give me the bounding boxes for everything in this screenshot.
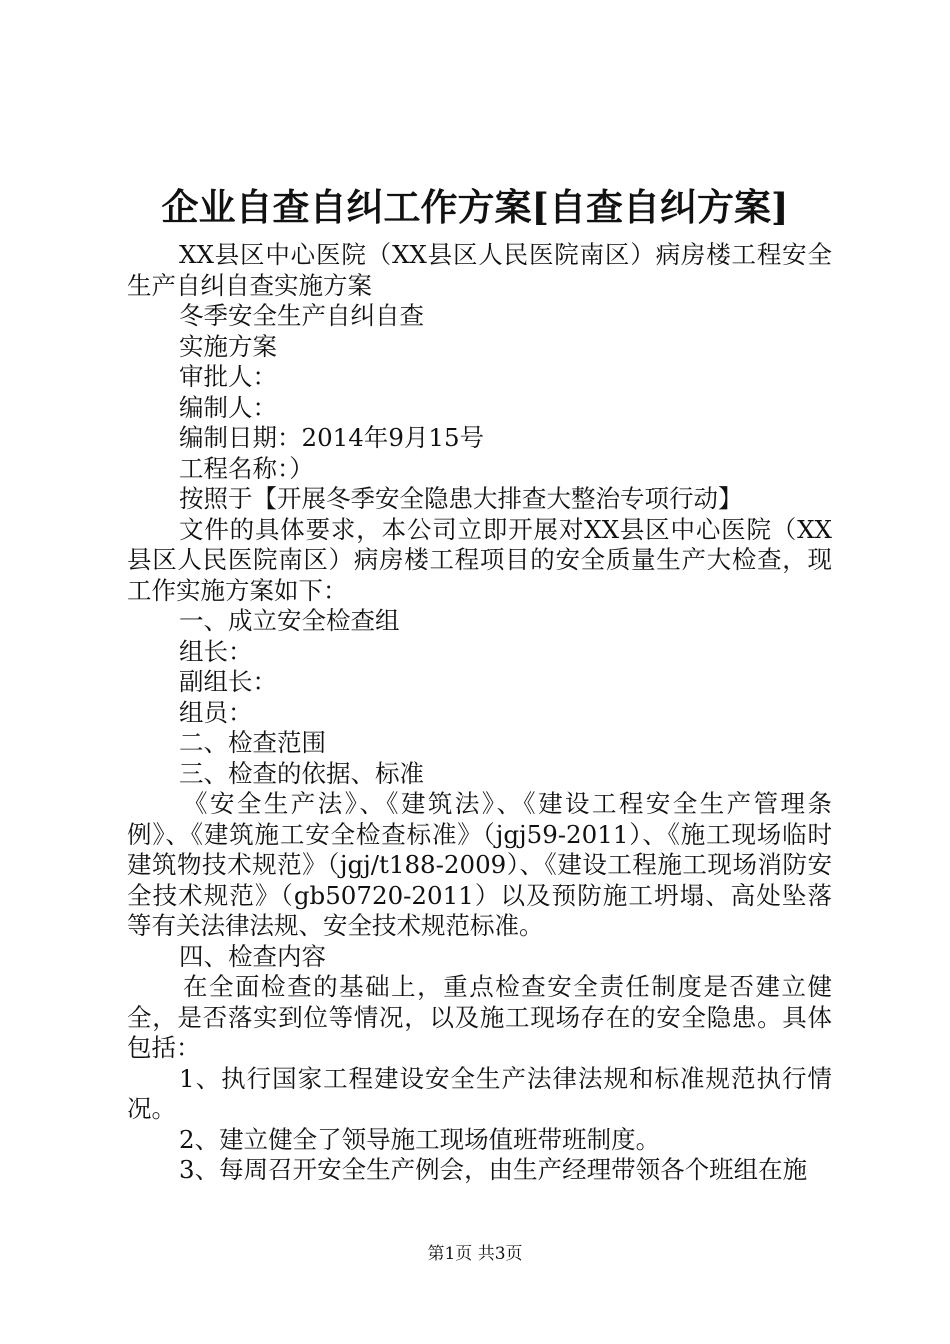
paragraph-inspection-content: 在全面检查的基础上，重点检查安全责任制度是否建立健全，是否落实到位等情况，以及施工现场存在的安全隐患。具体包括： bbox=[127, 972, 832, 1062]
list-item-3: 3、每周召开安全生产例会，由生产经理带领各个班组在施 bbox=[179, 1155, 808, 1184]
paragraph-date: 编制日期：2014年9月15号 bbox=[179, 423, 485, 452]
paragraph-intro: XX县区中心医院（XX县区人民医院南区）病房楼工程安全生产自纠自查实施方案 bbox=[127, 240, 832, 300]
document-title: 企业自查自纠工作方案[自查自纠方案] bbox=[161, 185, 789, 229]
paragraph-according: 按照于【开展冬季安全隐患大排查大整治专项行动】 bbox=[179, 484, 743, 513]
section-heading-3: 三、检查的依据、标准 bbox=[179, 758, 424, 788]
document-body bbox=[127, 240, 832, 1186]
paragraph-project-name: 工程名称：） bbox=[179, 453, 314, 483]
paragraph-deputy-leader: 副组长： bbox=[179, 667, 277, 696]
page-footer: 第1页 共3页 bbox=[427, 1244, 523, 1264]
paragraph-plan-label: 实施方案 bbox=[179, 331, 277, 361]
section-heading-4: 四、检查内容 bbox=[179, 941, 326, 971]
paragraph-editor: 编制人： bbox=[179, 392, 277, 422]
paragraph-requirements: 文件的具体要求，本公司立即开展对XX县区中心医院（XX县区人民医院南区）病房楼工程项目的安全质量生产大检查，现工作实施方案如下： bbox=[127, 514, 832, 605]
paragraph-subtitle: 冬季安全生产自纠自查 bbox=[179, 301, 424, 330]
section-heading-2: 二、检查范围 bbox=[179, 728, 326, 757]
paragraph-members: 组员： bbox=[179, 697, 253, 727]
paragraph-approver: 审批人： bbox=[179, 362, 277, 391]
section-heading-1: 一、成立安全检查组 bbox=[179, 606, 400, 635]
paragraph-leader: 组长： bbox=[179, 636, 253, 666]
list-item-2: 2、建立健全了领导施工现场值班带班制度。 bbox=[179, 1124, 661, 1154]
list-item-1: 1、执行国家工程建设安全生产法律法规和标准规范执行情况。 bbox=[127, 1063, 832, 1123]
paragraph-standards: 《安全生产法》、《建筑法》、《建设工程安全生产管理条例》、《建筑施工安全检查标准》（jgj59-2011）、《施工现场临时建筑物技术规范》（jgj/t188-2009）、《建设工程施工现场消防安全技术规范》（gb50720-2011）以及预防施工坍塌、高处坠落等有关法律法规、安全技术规范标准。 bbox=[127, 789, 832, 940]
